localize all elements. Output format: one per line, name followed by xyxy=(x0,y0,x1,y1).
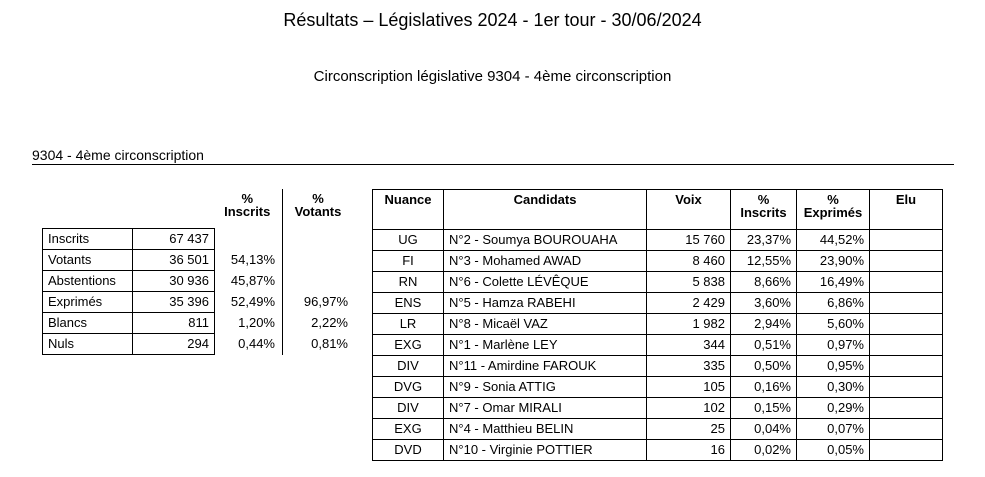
candidate-elu xyxy=(870,230,943,251)
turnout-label: Votants xyxy=(43,250,133,271)
turnout-value: 36 501 xyxy=(133,250,215,271)
candidate-voix: 2 429 xyxy=(647,293,731,314)
candidate-nuance: DIV xyxy=(373,398,444,419)
turnout-row xyxy=(43,271,355,292)
turnout-row xyxy=(43,229,355,250)
turnout-value: 35 396 xyxy=(133,292,215,313)
header-pct-exprimes: % Exprimés xyxy=(797,190,870,230)
candidate-pct-inscrits: 0,16% xyxy=(731,377,797,398)
candidate-voix: 16 xyxy=(647,440,731,461)
turnout-pct-inscrits: 1,20% xyxy=(238,315,275,330)
turnout-pct-inscrits: 0,44% xyxy=(238,336,275,351)
section-divider xyxy=(32,164,954,165)
candidate-voix: 5 838 xyxy=(647,272,731,293)
candidate-row xyxy=(373,356,943,377)
candidate-voix: 25 xyxy=(647,419,731,440)
turnout-header-row xyxy=(43,189,355,229)
candidate-pct-exprimes: 6,86% xyxy=(797,293,870,314)
candidate-voix: 8 460 xyxy=(647,251,731,272)
turnout-row xyxy=(43,292,355,313)
candidate-voix: 15 760 xyxy=(647,230,731,251)
candidate-pct-exprimes: 16,49% xyxy=(797,272,870,293)
header-pct-inscrits: % Inscrits xyxy=(731,190,797,230)
candidate-voix: 105 xyxy=(647,377,731,398)
candidate-elu xyxy=(870,272,943,293)
candidate-elu xyxy=(870,314,943,335)
candidate-pct-exprimes: 44,52% xyxy=(797,230,870,251)
candidate-nuance: ENS xyxy=(373,293,444,314)
candidate-pct-exprimes: 0,30% xyxy=(797,377,870,398)
turnout-pct-votants xyxy=(283,229,355,250)
candidate-nuance: LR xyxy=(373,314,444,335)
candidate-elu xyxy=(870,251,943,272)
section-title: 9304 - 4ème circonscription xyxy=(32,147,204,163)
candidate-nuance: UG xyxy=(373,230,444,251)
turnout-label: Blancs xyxy=(43,313,133,334)
candidate-pct-exprimes: 0,97% xyxy=(797,335,870,356)
candidate-elu xyxy=(870,293,943,314)
turnout-row xyxy=(43,313,355,334)
candidates-header-row xyxy=(373,190,943,230)
candidates-table xyxy=(372,189,943,461)
page-title: Résultats – Législatives 2024 - 1er tour - 30/06/2024 xyxy=(283,10,702,30)
turnout-row xyxy=(43,334,355,355)
candidate-elu xyxy=(870,377,943,398)
candidate-row xyxy=(373,440,943,461)
page-subtitle: Circonscription législative 9304 - 4ème circonscription xyxy=(313,68,672,85)
candidate-pct-exprimes: 0,07% xyxy=(797,419,870,440)
turnout-pct-votants: 0,81% xyxy=(283,334,355,355)
candidate-pct-inscrits: 23,37% xyxy=(731,230,797,251)
candidate-name: N°3 - Mohamed AWAD xyxy=(444,251,647,272)
candidate-row xyxy=(373,335,943,356)
turnout-value: 67 437 xyxy=(133,229,215,250)
candidate-name: N°5 - Hamza RABEHI xyxy=(444,293,647,314)
candidate-nuance: DVG xyxy=(373,377,444,398)
turnout-label: Exprimés xyxy=(43,292,133,313)
candidate-row xyxy=(373,377,943,398)
turnout-pct-inscrits: 52,49% xyxy=(230,294,275,309)
candidate-pct-exprimes: 0,95% xyxy=(797,356,870,377)
candidate-pct-inscrits: 0,02% xyxy=(731,440,797,461)
turnout-value: 811 xyxy=(133,313,215,334)
candidate-name: N°7 - Omar MIRALI xyxy=(444,398,647,419)
turnout-label: Nuls xyxy=(43,334,133,355)
candidate-pct-inscrits: 2,94% xyxy=(731,314,797,335)
candidate-name: N°6 - Colette LÉVÊQUE xyxy=(444,272,647,293)
candidate-pct-exprimes: 23,90% xyxy=(797,251,870,272)
header-candidats: Candidats xyxy=(444,190,647,230)
candidate-nuance: RN xyxy=(373,272,444,293)
turnout-value: 294 xyxy=(133,334,215,355)
candidate-voix: 335 xyxy=(647,356,731,377)
candidate-name: N°9 - Sonia ATTIG xyxy=(444,377,647,398)
turnout-header-pct-votants: % Votants xyxy=(283,189,355,229)
candidate-pct-inscrits: 0,04% xyxy=(731,419,797,440)
turnout-pct-votants: 2,22% xyxy=(283,313,355,334)
candidate-pct-inscrits: 12,55% xyxy=(731,251,797,272)
candidate-nuance: DIV xyxy=(373,356,444,377)
turnout-value: 30 936 xyxy=(133,271,215,292)
candidate-name: N°1 - Marlène LEY xyxy=(444,335,647,356)
candidate-pct-exprimes: 5,60% xyxy=(797,314,870,335)
turnout-header-blank xyxy=(133,189,215,229)
candidate-name: N°8 - Micaël VAZ xyxy=(444,314,647,335)
candidate-voix: 1 982 xyxy=(647,314,731,335)
candidate-nuance: FI xyxy=(373,251,444,272)
header-elu: Elu xyxy=(870,190,943,230)
candidate-pct-exprimes: 0,29% xyxy=(797,398,870,419)
candidate-elu xyxy=(870,440,943,461)
candidate-row xyxy=(373,314,943,335)
candidate-name: N°4 - Matthieu BELIN xyxy=(444,419,647,440)
turnout-table xyxy=(42,189,354,355)
turnout-pct-votants xyxy=(283,271,355,292)
candidate-voix: 102 xyxy=(647,398,731,419)
turnout-label: Inscrits xyxy=(43,229,133,250)
candidate-row xyxy=(373,251,943,272)
turnout-header-pct-inscrits: % Inscrits xyxy=(224,191,271,219)
candidate-pct-inscrits: 3,60% xyxy=(731,293,797,314)
candidate-elu xyxy=(870,419,943,440)
turnout-pct-votants: 96,97% xyxy=(283,292,355,313)
turnout-row xyxy=(43,250,355,271)
candidate-row xyxy=(373,293,943,314)
turnout-header-blank xyxy=(43,189,133,229)
candidate-voix: 344 xyxy=(647,335,731,356)
candidate-pct-inscrits: 8,66% xyxy=(731,272,797,293)
turnout-pct-inscrits: 54,13% xyxy=(230,252,275,267)
candidate-nuance: DVD xyxy=(373,440,444,461)
candidate-row xyxy=(373,419,943,440)
candidate-row xyxy=(373,398,943,419)
candidate-pct-inscrits: 0,51% xyxy=(731,335,797,356)
candidate-name: N°11 - Amirdine FAROUK xyxy=(444,356,647,377)
candidate-row xyxy=(373,272,943,293)
candidate-pct-exprimes: 0,05% xyxy=(797,440,870,461)
candidate-pct-inscrits: 0,50% xyxy=(731,356,797,377)
turnout-pct-votants xyxy=(283,250,355,271)
header-voix: Voix xyxy=(647,190,731,230)
candidate-pct-inscrits: 0,15% xyxy=(731,398,797,419)
candidate-nuance: EXG xyxy=(373,419,444,440)
turnout-label: Abstentions xyxy=(43,271,133,292)
candidate-name: N°2 - Soumya BOUROUAHA xyxy=(444,230,647,251)
candidate-elu xyxy=(870,356,943,377)
candidate-nuance: EXG xyxy=(373,335,444,356)
turnout-pct-inscrits: 45,87% xyxy=(230,273,275,288)
turnout-pct-inscrits xyxy=(215,229,283,250)
candidate-elu xyxy=(870,398,943,419)
header-nuance: Nuance xyxy=(373,190,444,230)
candidate-row xyxy=(373,230,943,251)
candidate-elu xyxy=(870,335,943,356)
candidate-name: N°10 - Virginie POTTIER xyxy=(444,440,647,461)
